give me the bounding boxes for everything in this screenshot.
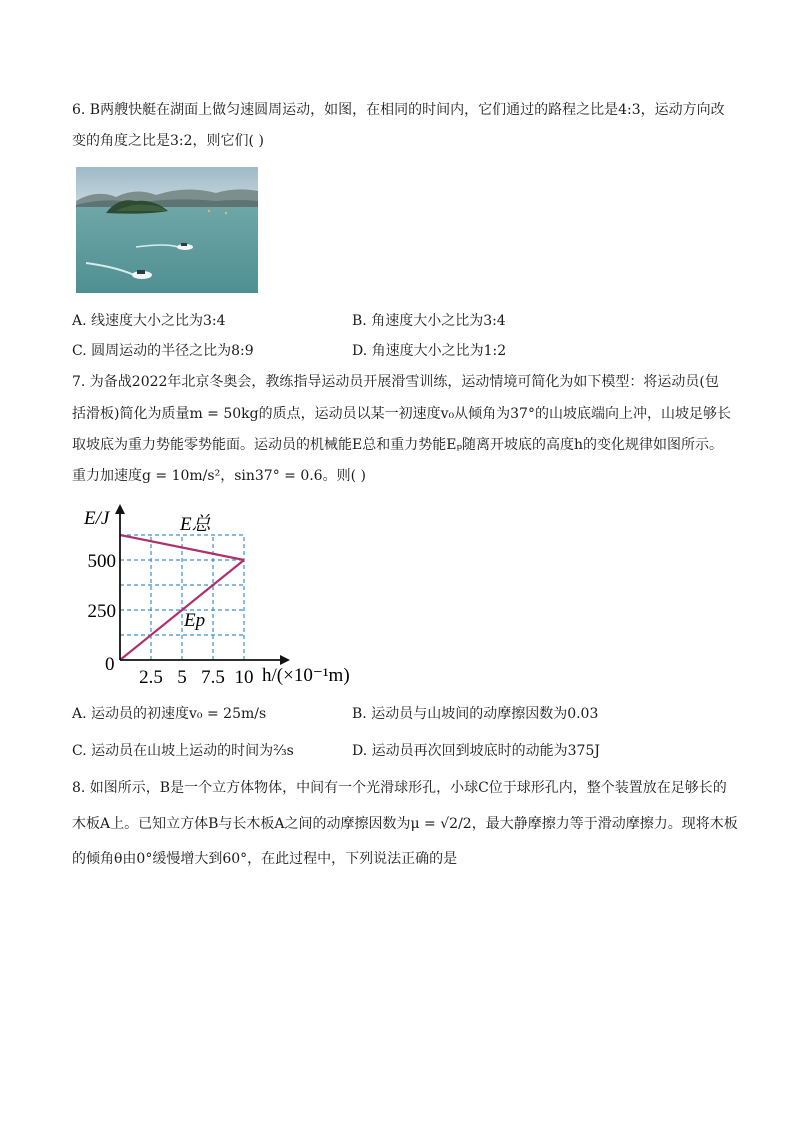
x-tick-label: 10 [234,667,254,688]
speedboats-lake-photo [76,167,258,293]
series-label-etotal: E总 [180,514,211,535]
q7-stem-line1: 7. 为备战2022年北京冬奥会，教练指导运动员开展滑雪训练，运动情境可简化为如下模型：将运动员(包 [72,374,719,390]
q7-option-a: A. 运动员的初速度v₀ = 25m/s [72,706,267,722]
q6-option-b: B. 角速度大小之比为3:4 [352,313,506,329]
q6-stem-line1: 6. B两艘快艇在湖面上做匀速圆周运动，如图，在相同的时间内，它们通过的路程之比是4:3，运动方向改 [72,102,725,118]
x-tick-label: 5 [177,667,187,688]
origin-label: 0 [105,654,115,675]
x-tick-label: 7.5 [201,667,225,688]
y-axis-label: E/J [84,508,110,529]
q6-option-d: D. 角速度大小之比为1:2 [352,343,507,359]
q7-option-c: C. 运动员在山坡上运动的时间为⅔s [72,743,294,759]
y-tick-label: 250 [87,601,116,622]
q6-option-a: A. 线速度大小之比为3:4 [72,313,226,329]
q8-stem-line3: 的倾角θ由0°缓慢增大到60°，在此过程中，下列说法正确的是 [72,851,458,867]
x-axis-arrow [280,655,290,665]
q7-option-b: B. 运动员与山坡间的动摩擦因数为0.03 [352,706,599,722]
q8-stem-line2: 木板A上。已知立方体B与长木板A之间的动摩擦因数为μ = √2/2，最大静摩擦力等于滑动摩擦力。现将木板 [72,816,738,832]
series-label-ep: Ep [184,610,206,631]
q8-stem-line1: 8. 如图所示，B是一个立方体物体，中间有一个光滑球形孔，小球C位于球形孔内，整个装置放在足够长的 [72,780,727,796]
q7-stem-line4: 重力加速度g = 10m/s²，sin37° = 0.6。则( ) [72,468,366,484]
q7-option-d: D. 运动员再次回到坡底时的动能为375J [352,743,600,759]
q6-stem-line2: 变的角度之比是3:2，则它们( ) [72,133,264,149]
energy-height-chart [72,500,372,694]
x-axis-label: h/(×10⁻¹m) [262,665,350,686]
y-axis-arrow [115,504,125,514]
x-tick-label: 2.5 [139,667,163,688]
y-tick-label: 500 [87,551,116,572]
q7-stem-line2: 括滑板)简化为质量m = 50kg的质点，运动员以某一初速度v₀从倾角为37°的山坡底端向上冲，山坡足够长 [72,406,731,422]
q7-stem-line3: 取坡底为重力势能零势能面。运动员的机械能E总和重力势能Eₚ随离开坡底的高度h的变化规律如图所示。 [72,437,724,453]
q6-option-c: C. 圆周运动的半径之比为8:9 [72,343,254,359]
